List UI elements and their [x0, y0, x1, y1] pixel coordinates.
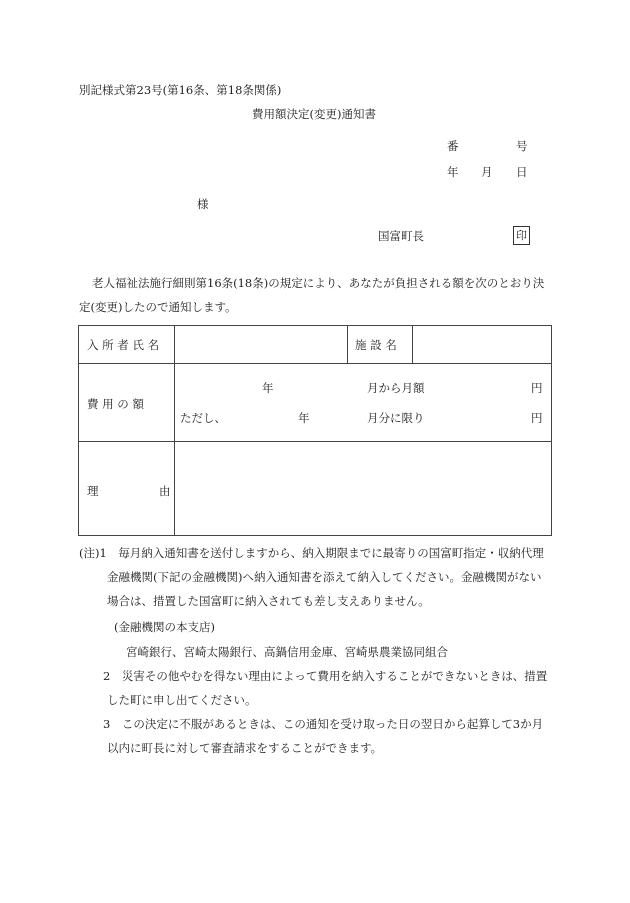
name-facility-divider — [347, 326, 348, 363]
cost-row1-month: 月から月額 — [367, 381, 425, 395]
facility-label-divider — [412, 326, 413, 363]
bank-heading: (金融機関の本支店) — [114, 620, 215, 634]
date-year-label: 年 — [447, 165, 459, 179]
date-day-label: 日 — [516, 165, 528, 179]
facility-name-label: 施 設 名 — [355, 338, 397, 352]
seal-mark: 印 — [513, 226, 530, 245]
cost-row1-yen: 円 — [531, 381, 543, 395]
cost-amount-label: 費 用 の 額 — [87, 397, 144, 411]
number-label-2: 号 — [516, 139, 528, 153]
note-2-line-1: 2 災害その他やむを得ない理由によって費用を納入することができないときは、措置 — [103, 669, 548, 683]
reason-label-1: 理 — [87, 484, 99, 498]
cost-row2-prefix: ただし、 — [180, 411, 226, 425]
document-title: 費用額決定(変更)通知書 — [252, 107, 376, 121]
intro-line-1: 老人福祉法施行細則第16条(18条)の規定により、あなたが負担される額を次のとおり決 — [92, 276, 545, 290]
note-1-line-1: (注)1 毎月納入通知書を送付しますから、納入期限までに最寄りの国富町指定・収納代理 — [79, 546, 544, 560]
form-number: 別記様式第23号(第16条、第18条関係) — [79, 83, 282, 97]
cost-row2-year: 年 — [298, 411, 310, 425]
cost-row1-year: 年 — [262, 381, 274, 395]
label-column-divider — [174, 326, 175, 535]
reason-label-2: 由 — [159, 484, 171, 498]
note-3-line-1: 3 この決定に不服があるときは、この通知を受け取った日の翌日から起算して3か月 — [103, 717, 544, 731]
resident-name-label: 入 所 者 氏 名 — [87, 338, 160, 352]
row-divider-1 — [79, 363, 551, 364]
note-1-line-3: 場合は、措置した国富町に納入されても差し支えありません。 — [107, 594, 430, 608]
cost-row2-month: 月分に限り — [367, 411, 425, 425]
addressee-honorific: 様 — [197, 197, 209, 211]
date-month-label: 月 — [481, 165, 493, 179]
bank-list: 宮崎銀行、宮崎太陽銀行、高鍋信用金庫、宮崎県農業協同組合 — [126, 645, 448, 659]
note-1-line-2: 金融機関(下記の金融機関)へ納入通知書を添えて納入してください。金融機関がない — [107, 570, 542, 584]
row-divider-2 — [79, 441, 551, 442]
note-3-line-2: 以内に町長に対して審査請求をすることができます。 — [107, 741, 383, 755]
note-2-line-2: した町に申し出てください。 — [107, 693, 257, 707]
intro-line-2: 定(変更)したので通知します。 — [79, 300, 237, 314]
number-label-1: 番 — [447, 139, 459, 153]
cost-row2-yen: 円 — [531, 411, 543, 425]
issuer-name: 国富町長 — [378, 229, 424, 243]
fee-table — [78, 325, 552, 536]
